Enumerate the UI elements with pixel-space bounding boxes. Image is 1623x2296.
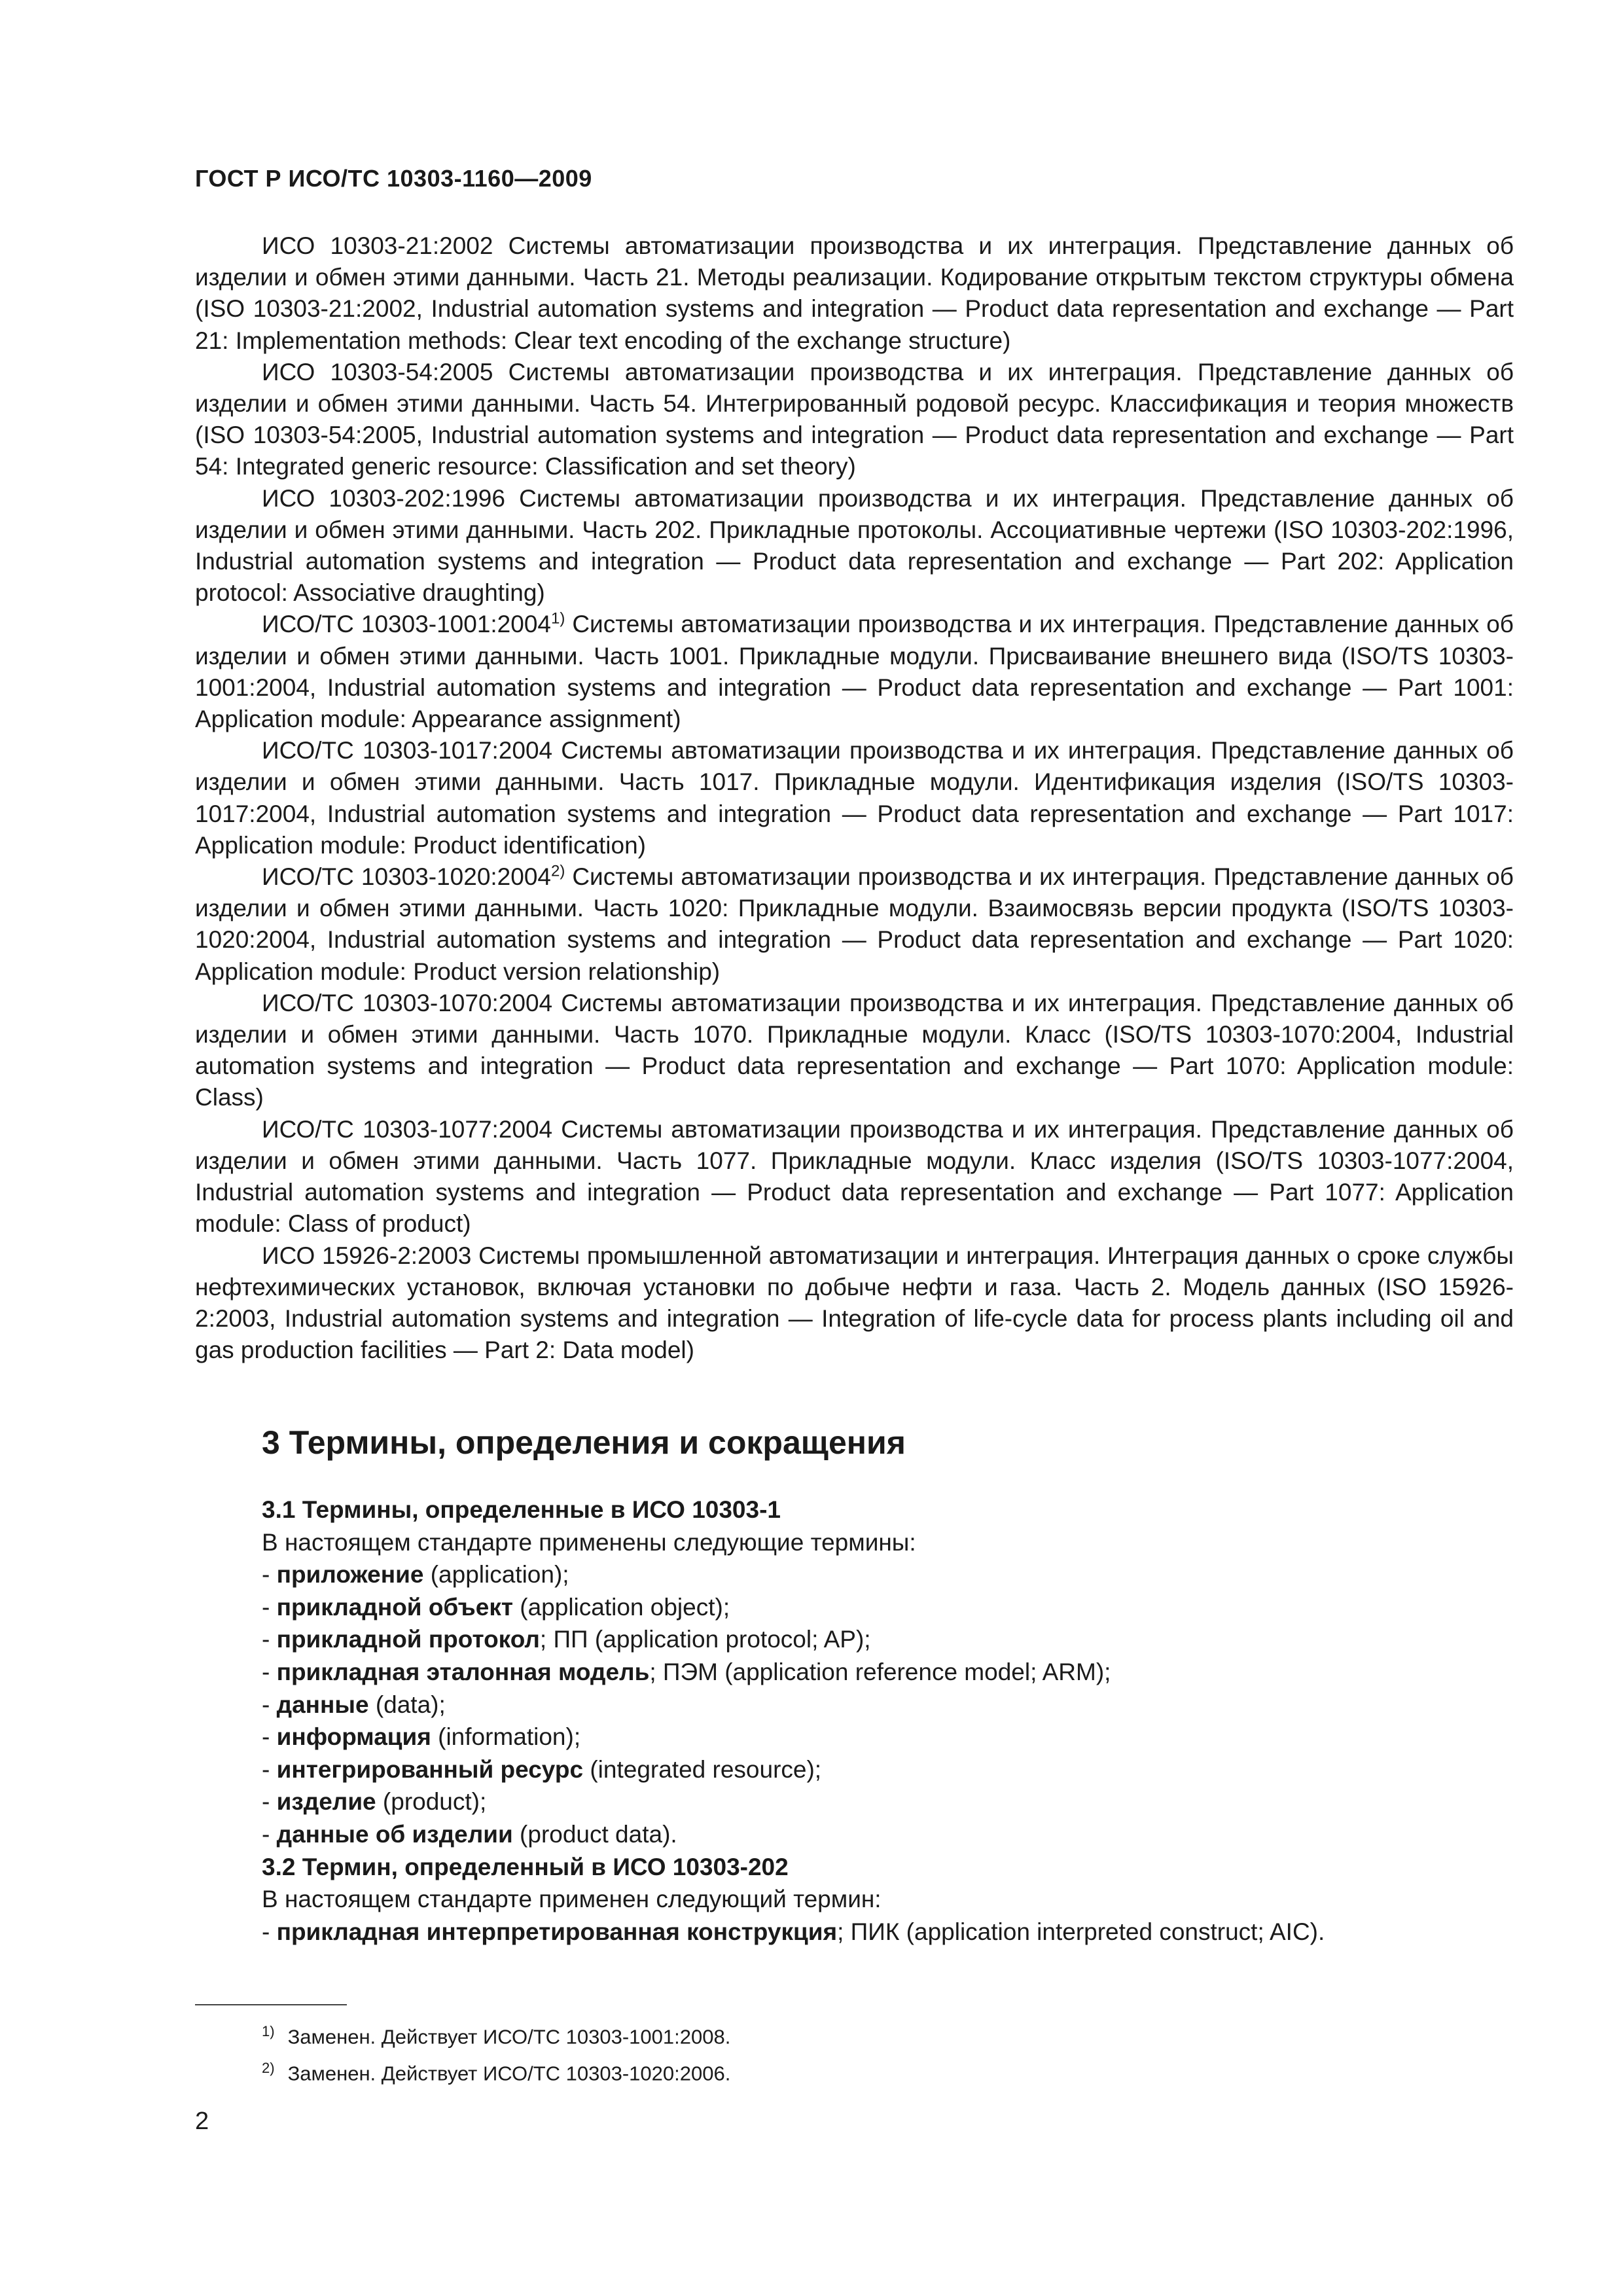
reference-code: ИСО/ТС 10303-1017:2004: [262, 737, 553, 764]
reference-code: ИСО/ТС 10303-1077:2004: [262, 1115, 553, 1143]
term-description: (product);: [376, 1788, 487, 1816]
term-description: (information);: [431, 1723, 581, 1751]
term-description: (data);: [368, 1691, 446, 1718]
term-description: (application object);: [512, 1593, 730, 1621]
page-number: 2: [195, 2108, 209, 2135]
reference-text: Системы автоматизации производства и их интеграция. Представление данных об изделии и обмен этими данными. Часть 1020: Прикладные модули. Взаимосвязь версии продукта (ISO/TS 10303-1020:2004, Industrial automation systems and integration — Product data representation and exchange — Part 1020: Application module: Product version relationship): [195, 863, 1514, 985]
reference-text: Системы автоматизации производства и их интеграция. Представление данных об изделии и обмен этими данными. Часть 1077. Прикладные модули. Класс изделия (ISO/TS 10303-1077:2004, Industrial automation systems and integration — Product data representation and exchange — Part 1077: Application module: Class of product): [195, 1115, 1514, 1238]
footnote-item: [262, 2016, 730, 2053]
list-item: - прикладная интерпретированная конструкция; ПИК (application interpreted construct; AIC).: [262, 1918, 1325, 1945]
term-description: ; ПП (application protocol; AP);: [539, 1626, 871, 1653]
reference-item: [195, 1240, 1514, 1367]
reference-code: ИСО/ТС 10303-1020:2004: [262, 863, 551, 891]
footnote-item: [262, 2053, 730, 2089]
reference-text: Системы автоматизации производства и их интеграция. Представление данных об изделии и обмен этими данными. Часть 1070. Прикладные модули. Класс (ISO/TS 10303-1070:2004, Industrial automation systems and integration — Product data representation and exchange — Part 1070: Application module: Class): [195, 989, 1514, 1111]
list-item: - данные (data);: [262, 1691, 446, 1718]
footnote-mark: 1): [262, 2023, 275, 2039]
term-description: (integrated resource);: [583, 1755, 822, 1783]
term-name: интегрированный ресурс: [276, 1755, 584, 1783]
reference-text: Системы автоматизации производства и их интеграция. Представление данных об изделии и обмен этими данными. Часть 54. Интегрированный родовой ресурс. Классификация и теория множеств (ISO 10303-54:2005, Industrial automation systems and integration — Product data representation and exchange — Part 54: Integrated generic resource: Classification and set theory): [195, 358, 1514, 480]
reference-item: [195, 483, 1514, 609]
reference-code: ИСО/ТС 10303-1070:2004: [262, 989, 553, 1016]
list-item: - приложение (application);: [262, 1561, 569, 1588]
term-list: [262, 1558, 1538, 1850]
list-item: - изделие (product);: [262, 1788, 487, 1816]
term-name: прикладная интерпретированная конструкция: [276, 1918, 838, 1945]
reference-item: [195, 988, 1514, 1114]
list-item: - интегрированный ресурс (integrated resource);: [262, 1755, 822, 1783]
reference-code: ИСО 15926-2:2003: [262, 1242, 472, 1269]
reference-code: ИСО 10303-54:2005: [262, 358, 493, 386]
subsection-title: 3.1 Термины, определенные в ИСО 10303-1: [262, 1496, 781, 1523]
reference-code: ИСО/ТС 10303-1001:2004: [262, 611, 551, 638]
normative-references: [195, 230, 1514, 1366]
list-item: - прикладная эталонная модель; ПЭМ (application reference model; ARM);: [262, 1658, 1111, 1685]
term-name: данные: [276, 1691, 369, 1718]
reference-code: ИСО 10303-202:1996: [262, 484, 505, 512]
footnotes: [262, 2016, 730, 2090]
footnote-mark: 2): [262, 2060, 275, 2077]
term-name: прикладная эталонная модель: [276, 1658, 650, 1685]
reference-item: [195, 735, 1514, 861]
subsection-title: 3.2 Термин, определенный в ИСО 10303-202: [262, 1853, 789, 1880]
footnote-separator: [195, 2004, 347, 2005]
terms-section: [262, 1494, 1538, 1948]
term-description: (product data).: [512, 1820, 677, 1848]
reference-item: [195, 357, 1514, 483]
document-header: ГОСТ Р ИСО/ТС 10303-1160—2009: [195, 165, 592, 192]
reference-text: Системы автоматизации производства и их интеграция. Представление данных об изделии и обмен этими данными. Часть 1001. Прикладные модули. Присваивание внешнего вида (ISO/TS 10303-1001:2004, Industrial automation systems and integration — Product data representation and exchange — Part 1001: Application module: Appearance assignment): [195, 611, 1514, 733]
term-name: данные об изделии: [276, 1820, 513, 1848]
list-item: - данные об изделии (product data).: [262, 1820, 677, 1848]
term-name: прикладной объект: [276, 1593, 513, 1621]
reference-item: [195, 861, 1514, 988]
term-description: ; ПИК (application interpreted construct; AIC).: [837, 1918, 1325, 1945]
term-list: [262, 1916, 1538, 1948]
term-name: изделие: [276, 1788, 376, 1816]
list-item: - прикладной протокол; ПП (application protocol; AP);: [262, 1626, 871, 1653]
reference-text: Системы автоматизации производства и их интеграция. Представление данных об изделии и обмен этими данными. Часть 202. Прикладные протоколы. Ассоциативные чертежи (ISO 10303-202:1996, Industrial automation systems and integration — Product data representation and exchange — Part 202: Application protocol: Associative draughting): [195, 484, 1514, 607]
reference-text: Системы автоматизации производства и их интеграция. Представление данных об изделии и обмен этими данными. Часть 1017. Прикладные модули. Идентификация изделия (ISO/TS 10303-1017:2004, Industrial automation systems and integration — Product data representation and exchange — Part 1017: Application module: Product identification): [195, 737, 1514, 859]
reference-code: ИСО 10303-21:2002: [262, 232, 493, 259]
term-name: информация: [276, 1723, 431, 1751]
list-item: - прикладной объект (application object);: [262, 1593, 730, 1621]
reference-text: Системы автоматизации производства и их интеграция. Представление данных об изделии и обмен этими данными. Часть 21. Методы реализации. Кодирование открытым текстом структуры обмена (ISO 10303-21:2002, Industrial automation systems and integration — Product data representation and exchange — Part 21: Implementation methods: Clear text encoding of the exchange structure): [195, 232, 1514, 354]
footnote-text: Заменен. Действует ИСО/ТС 10303-1001:2008.: [287, 2025, 731, 2049]
subsection-intro: В настоящем стандарте применены следующие термины:: [262, 1528, 916, 1556]
footnote-marker: 2): [551, 862, 565, 880]
reference-item: [195, 1114, 1514, 1240]
term-name: приложение: [276, 1561, 424, 1588]
list-item: - информация (information);: [262, 1723, 581, 1751]
reference-item: [195, 609, 1514, 735]
section-title: 3 Термины, определения и сокращения: [262, 1424, 906, 1461]
footnote-marker: 1): [551, 610, 565, 628]
term-description: ; ПЭМ (application reference model; ARM);: [649, 1658, 1111, 1685]
reference-text: Системы промышленной автоматизации и интеграция. Интеграция данных о сроке службы нефтехимических установок, включая установки по добыче нефти и газа. Часть 2. Модель данных (ISO 15926-2:2003, Industrial automation systems and integration — Integration of life-cycle data for process plants including oil and gas production facilities — Part 2: Data model): [195, 1242, 1514, 1364]
footnote-text: Заменен. Действует ИСО/ТС 10303-1020:2006.: [287, 2062, 731, 2085]
term-description: (application);: [423, 1561, 569, 1588]
reference-item: [195, 230, 1514, 357]
subsection-intro: В настоящем стандарте применен следующий термин:: [262, 1886, 882, 1913]
term-name: прикладной протокол: [276, 1626, 540, 1653]
